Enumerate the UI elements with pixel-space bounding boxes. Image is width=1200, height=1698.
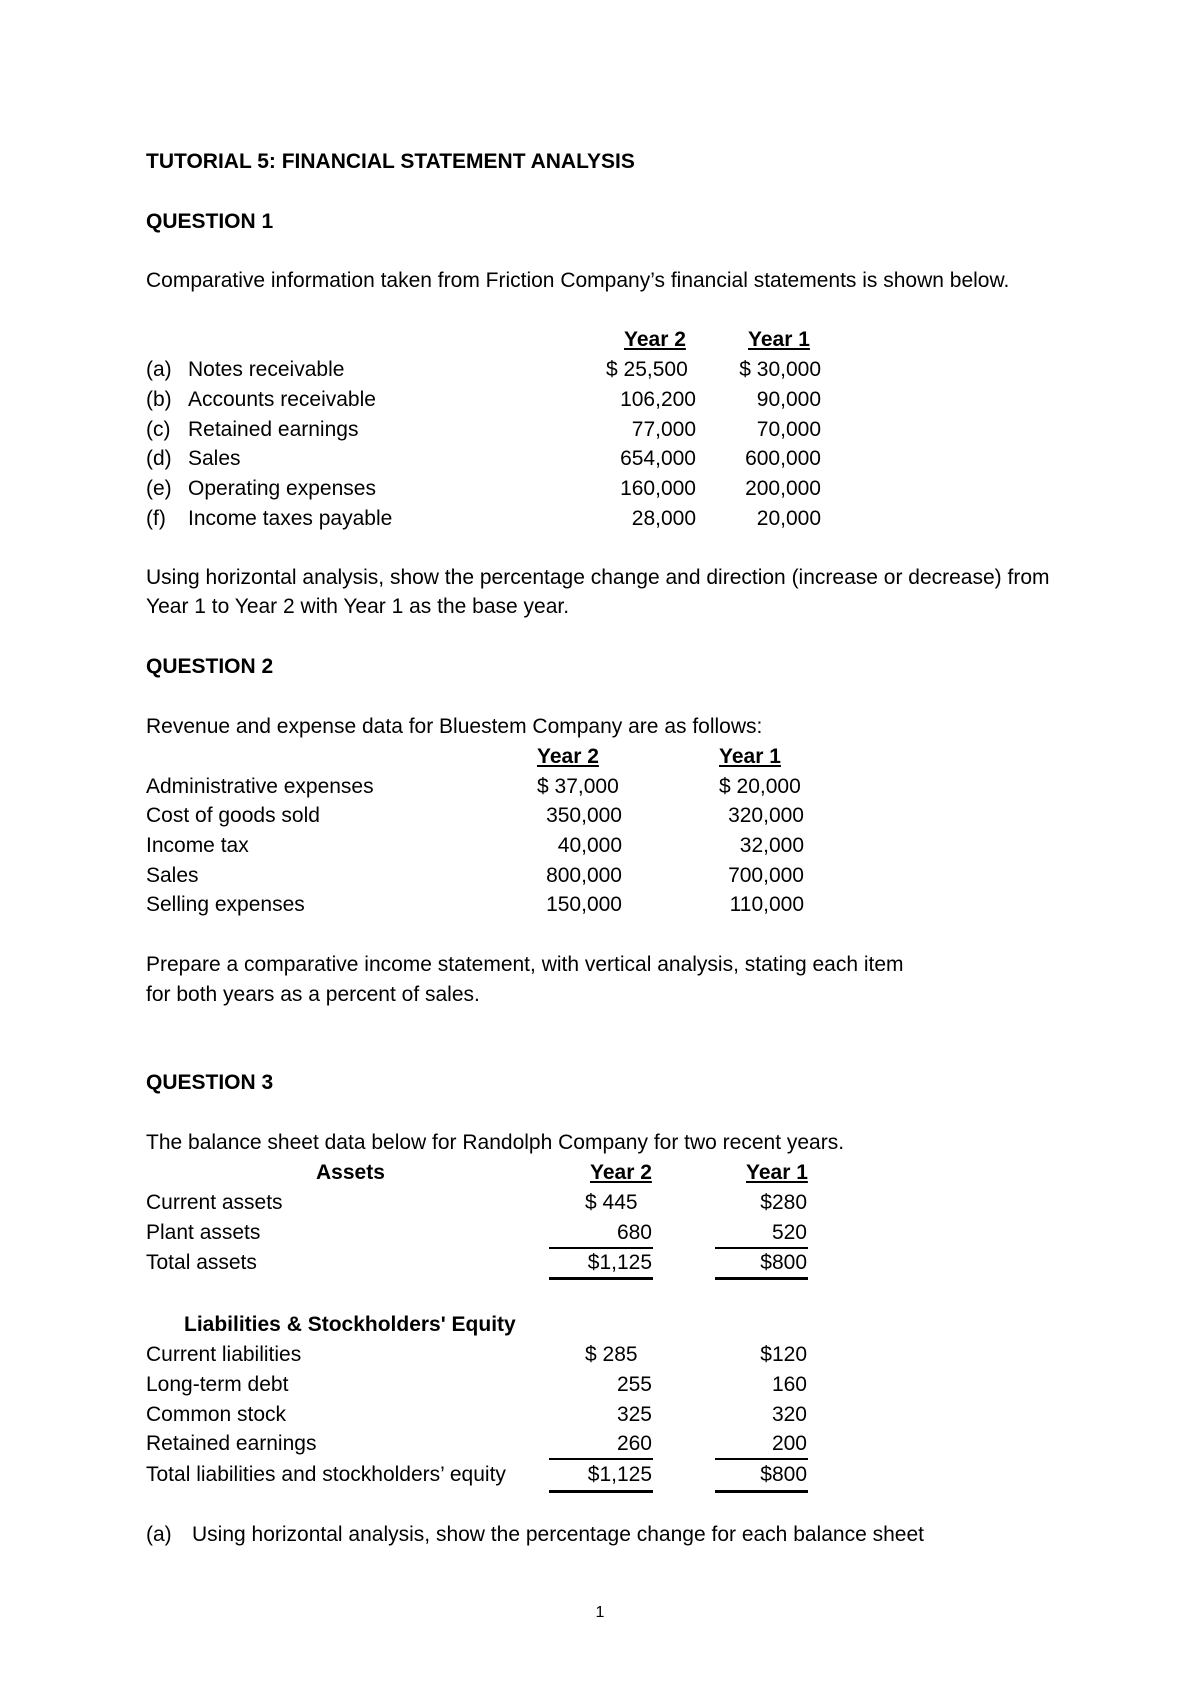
question-1-intro: Comparative information taken from Friction Company’s financial statements is shown below.	[146, 269, 1010, 292]
row-label: Common stock	[146, 1403, 287, 1426]
row-year1-value: 110,000	[729, 893, 804, 916]
question-2-intro: Revenue and expense data for Bluestem Company are as follows:	[146, 715, 763, 738]
row-year1-value: $800	[760, 1463, 807, 1486]
document-title: TUTORIAL 5: FINANCIAL STATEMENT ANALYSIS	[146, 150, 635, 173]
row-year1-value: 600,000	[745, 447, 821, 470]
page-number: 1	[595, 1604, 605, 1621]
assets-total-double-rule-year1	[715, 1277, 808, 1280]
question-1-heading: QUESTION 1	[146, 210, 274, 233]
question-2-instruction-line2: for both years as a percent of sales.	[146, 983, 480, 1006]
row-letter: (d)	[146, 447, 172, 470]
liabilities-total-double-rule-year2	[549, 1490, 653, 1493]
row-label: Income tax	[146, 834, 249, 857]
row-year1-value: 320,000	[728, 804, 804, 827]
row-year1-value: 32,000	[739, 834, 804, 857]
row-label: Sales	[188, 447, 241, 470]
assets-heading: Assets	[316, 1161, 385, 1184]
q1-col-year2: Year 2	[624, 328, 686, 351]
q3-col-year1: Year 1	[746, 1161, 808, 1184]
q3-col-year2: Year 2	[590, 1161, 652, 1184]
assets-total-double-rule-year2	[549, 1277, 653, 1280]
row-year2-value: 77,000	[631, 418, 696, 441]
row-year2-value: 680	[616, 1221, 652, 1244]
row-label: Cost of goods sold	[146, 804, 320, 827]
row-year2-value: $ 25,500	[606, 358, 688, 381]
question-1-instruction: Using horizontal analysis, show the percentage change and direction (increase or decrease) from Year 1 to Year 2 with Year 1 as the base year.	[146, 566, 1050, 618]
row-year2-value: 150,000	[546, 893, 622, 916]
row-year2-value: 28,000	[631, 507, 696, 530]
row-label: Current liabilities	[146, 1343, 302, 1366]
row-label: Accounts receivable	[188, 388, 376, 411]
row-label: Total assets	[146, 1251, 257, 1274]
row-year1-value: 160	[771, 1373, 807, 1396]
row-year1-value: 20,000	[756, 507, 821, 530]
row-label: Current assets	[146, 1191, 283, 1214]
row-label: Operating expenses	[188, 477, 376, 500]
row-letter: (b)	[146, 388, 172, 411]
row-letter: (e)	[146, 477, 172, 500]
row-label: Retained earnings	[146, 1432, 317, 1455]
row-year1-value: 90,000	[756, 388, 821, 411]
row-year2-value: $ 445	[585, 1191, 638, 1214]
row-year1-value: 200	[771, 1432, 807, 1455]
row-year1-value: 700,000	[728, 864, 804, 887]
row-label: Sales	[146, 864, 199, 887]
row-year2-value: $1,125	[587, 1251, 652, 1274]
row-year2-value: 106,200	[620, 388, 696, 411]
row-year1-value: 320	[771, 1403, 807, 1426]
row-label: Selling expenses	[146, 893, 305, 916]
row-year1-value: $280	[760, 1191, 807, 1214]
liabilities-heading: Liabilities & Stockholders' Equity	[184, 1313, 516, 1336]
row-label: Income taxes payable	[188, 507, 393, 530]
row-year2-value: 350,000	[546, 804, 622, 827]
row-label: Notes receivable	[188, 358, 345, 381]
row-label: Long-term debt	[146, 1373, 289, 1396]
row-year2-value: 260	[616, 1432, 652, 1455]
row-year2-value: $1,125	[587, 1463, 652, 1486]
liabilities-total-double-rule-year1	[715, 1490, 808, 1493]
part-a-text: Using horizontal analysis, show the percentage change for each balance sheet	[192, 1523, 924, 1546]
q1-col-year1: Year 1	[748, 328, 810, 351]
row-label: Total liabilities and stockholders’ equity	[146, 1463, 506, 1486]
row-year2-value: $ 285	[585, 1343, 638, 1366]
row-year2-value: 40,000	[557, 834, 622, 857]
question-2-instruction-line1: Prepare a comparative income statement, with vertical analysis, stating each item	[146, 953, 904, 976]
row-year2-value: $ 37,000	[537, 775, 619, 798]
part-a-letter: (a)	[146, 1523, 172, 1546]
question-3-intro: The balance sheet data below for Randolph Company for two recent years.	[146, 1131, 845, 1154]
row-year2-value: 654,000	[620, 447, 696, 470]
row-year1-value: $ 20,000	[719, 775, 801, 798]
q2-col-year1: Year 1	[719, 745, 781, 768]
row-year1-value: 200,000	[745, 477, 821, 500]
row-letter: (a)	[146, 358, 172, 381]
row-letter: (c)	[146, 418, 171, 441]
row-label: Plant assets	[146, 1221, 261, 1244]
row-year2-value: 160,000	[620, 477, 696, 500]
question-3-heading: QUESTION 3	[146, 1071, 274, 1094]
row-year1-value: $120	[760, 1343, 807, 1366]
row-year2-value: 800,000	[546, 864, 622, 887]
q2-col-year2: Year 2	[537, 745, 599, 768]
row-year1-value: $800	[760, 1251, 807, 1274]
row-year1-value: 70,000	[756, 418, 821, 441]
row-label: Retained earnings	[188, 418, 359, 441]
row-year2-value: 325	[616, 1403, 652, 1426]
row-year1-value: $ 30,000	[739, 358, 821, 381]
row-letter: (f)	[146, 507, 166, 530]
row-label: Administrative expenses	[146, 775, 374, 798]
row-year2-value: 255	[616, 1373, 652, 1396]
question-2-heading: QUESTION 2	[146, 655, 274, 678]
row-year1-value: 520	[771, 1221, 807, 1244]
